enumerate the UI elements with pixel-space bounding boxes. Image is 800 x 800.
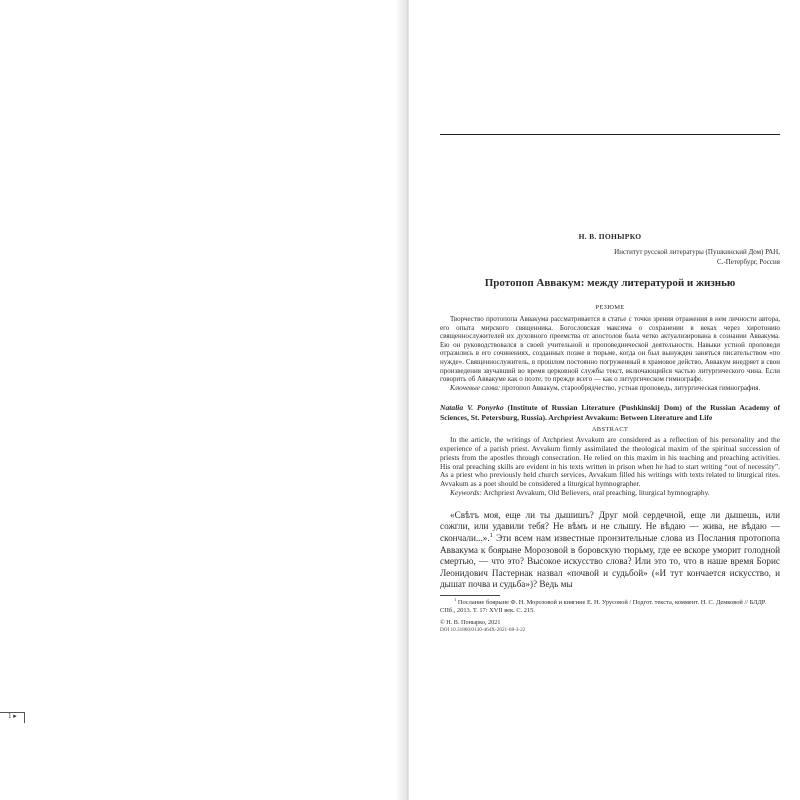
footnote-number: 1 (454, 596, 457, 602)
english-author: Natalia V. Ponyrko (440, 403, 504, 413)
footnote-ref[interactable]: 1 (489, 531, 493, 539)
keywords-en-text: Archpriest Avvakum, Old Believers, oral preaching, liturgical hymnography. (481, 487, 710, 497)
article-title: Протопоп Аввакум: между литературой и жизнью (484, 277, 736, 289)
gutter-line (407, 0, 408, 800)
affiliation-line-2: С.-Петербург, Россия (716, 258, 780, 266)
doi[interactable]: DOI 10.31860/0130-464X-2021-68-3-22 (440, 626, 526, 633)
keywords-en (440, 489, 780, 498)
resume-text: Творчество протопопа Аввакума рассматривается в статье с точки зрения отражения в нем личности автора, его опыта мирского священника. Богословская максима о сохранении в веках через хиротонию священнослужителей их духовного преемства от апостолов была четко актуализирована в сознании Аввакума. Ею он руководствовался в своей учительной и проповеднической деятельности. Навыки устной проповеди отразились в его сочинениях, созданных позже в тюрьме, когда он был вынужден заняться писательством «по нужде». Священнослужитель, в прошлом постоянно погруженный в храмовое действо, Аввакум внедряет в свои произведения звучавший во время церковной службы текст, включающийся частью литургического чина. Если говорить об Аввакуме как о поэте, то прежде всего — как о литургическом гимнографе. (440, 315, 780, 384)
abstract-text: In the article, the writings of Archpriest Avvakum are considered as a reflection of his personality and the experience of a parish priest. Avvakum firmly assimilated the theological maxim of the spiritual succession of priests from the apostles through consecration. He relied on this maxim in his teaching and preaching activities. His oral preaching skills are evident in his texts written in prison when he had to start writing “out of necessity”. As a priest who previously held church services, Avvakum filled his writings with texts related to liturgical rites. Avvakum as a poet should be considered a liturgical hymnographer. (440, 435, 780, 489)
affiliation-line-1: Институт русской литературы (Пушкинский Дом) РАН, (614, 248, 780, 256)
keywords-ru-text: протопоп Аввакум, старообрядчество, устная проповедь, литургическая гимнография. (500, 383, 761, 392)
main-text-rest: Эти всем нам известные пронзительные слова из Послания протопопа Аввакума к боярыне Морозовой в боровскую тюрьму, где ее вскоре уморит голодной смертью, — что это? Высокое искусство слова? Или это то, что в наше время Борис Леонидович Пастернак назвал «почвой и судьбой» («И тут кончается искусство, и дышат почва и судьба»)? Ведь мы (440, 532, 780, 590)
keywords-ru (440, 384, 780, 393)
abstract-heading: ABSTRACT (591, 426, 629, 434)
footnote-rule (440, 595, 500, 596)
footnote (440, 596, 780, 615)
keywords-label-en: Keywords: (450, 487, 482, 497)
english-title: (Institute of Russian Literature (Pushkinskij Dom) of the Russian Academy of Sciences, St. Petersburg, Russia). Archpriest Avvakum: Between Literature and Life (440, 403, 780, 422)
left-page-corner-text: 1 ▸ (8, 712, 17, 720)
footnote-text: Послание боярыне Ф. Н. Морозовой и княгине Е. Н. Урусовой / Подгот. текста, коммент. Н. С. Демковой // БЛДР. СПб., 2013. Т. 17: XVII век. С. 215. (440, 598, 767, 614)
main-body (440, 510, 780, 591)
main-paragraph (440, 510, 780, 591)
author-affiliation (440, 247, 780, 267)
resume-heading: РЕЗЮМЕ (595, 304, 625, 311)
copyright: © Н. В. Понырко, 2021 (440, 618, 501, 626)
header-rule (440, 134, 780, 135)
abstract-block (440, 436, 780, 498)
author-name: Н. В. ПОНЫРКО (578, 232, 642, 241)
english-header (440, 403, 780, 422)
resume-block (440, 315, 780, 392)
main-text-quote: «Свѣтъ моя, еще ли ты дышишъ? Друг мой сердечной, еще ли дышешь, или сожгли, или удавили тебя? Не вѣмъ и не слышу. Не вѣдаю — жива, не вѣдаю — скончали...». (440, 509, 780, 543)
right-page (440, 134, 780, 634)
keywords-label-ru: Ключевые слова: (450, 383, 501, 392)
